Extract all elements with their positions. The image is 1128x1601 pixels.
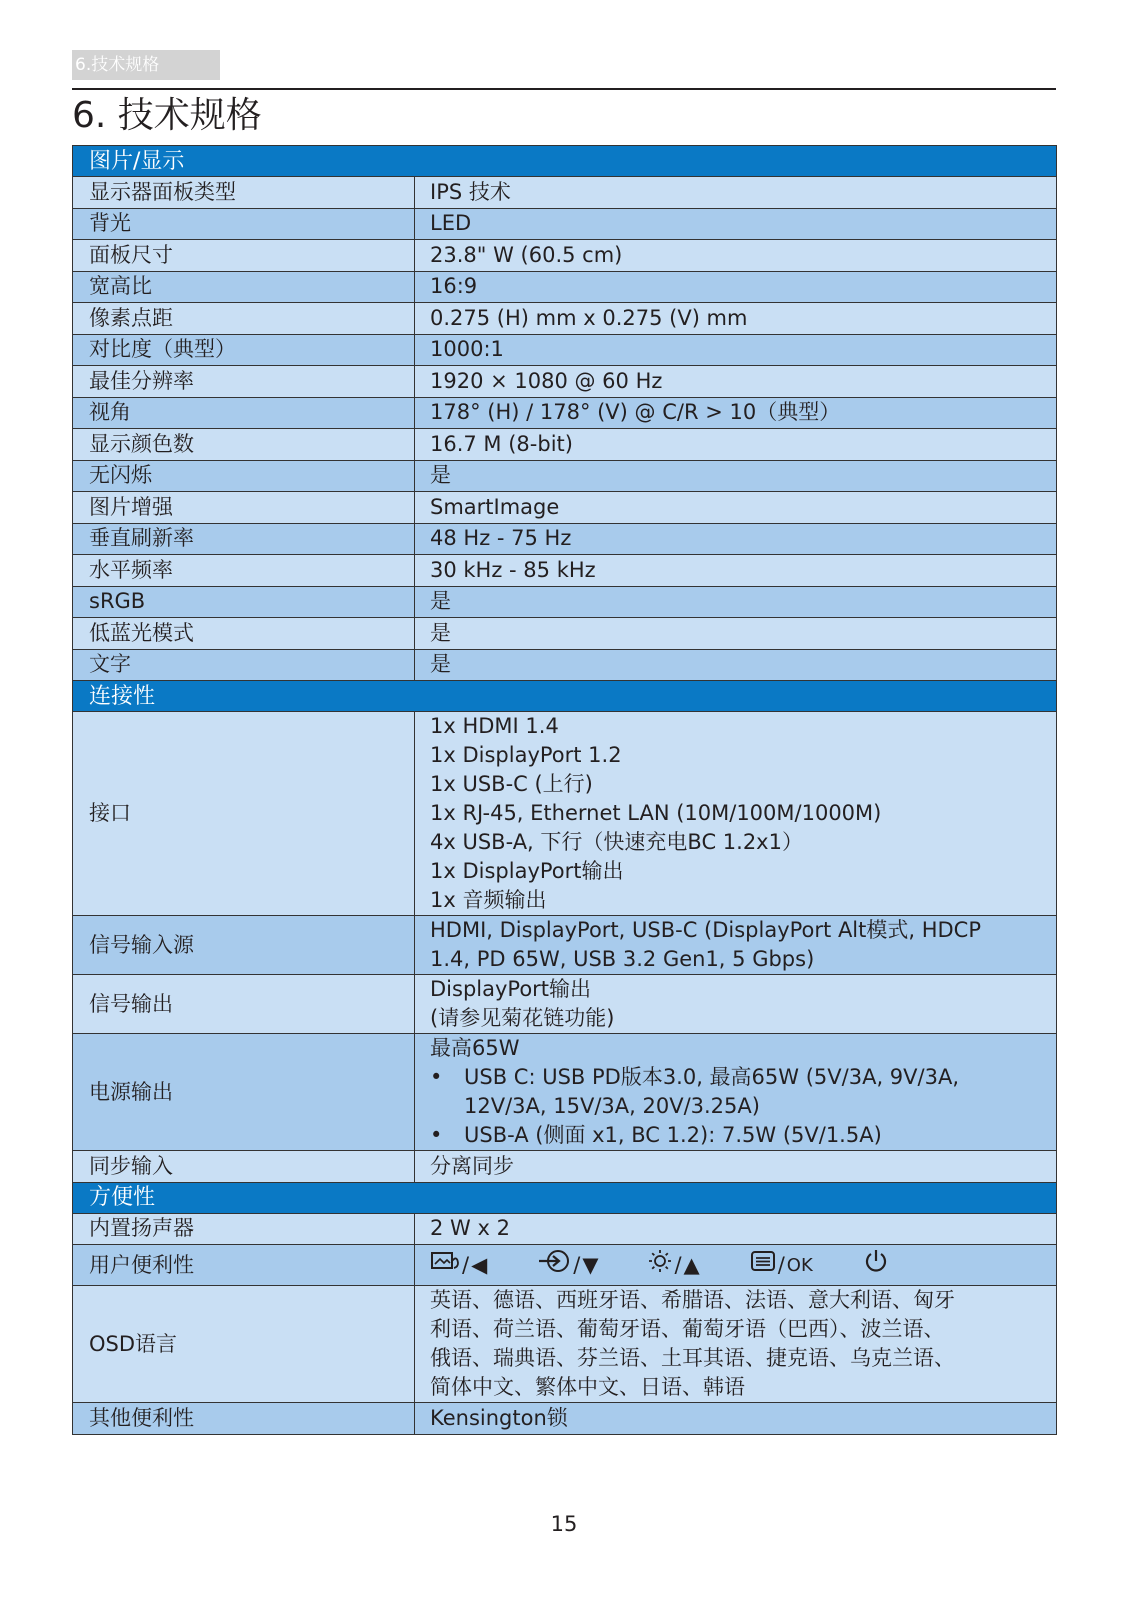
osd-key	[537, 1249, 598, 1281]
spec-label: 电源输出	[73, 1034, 415, 1151]
spec-label: 视角	[73, 397, 415, 429]
spec-value-line: 1x RJ-45, Ethernet LAN (10M/100M/1000M)	[430, 801, 882, 825]
spec-label: 内置扬声器	[73, 1213, 415, 1245]
section-title: 图片/显示	[73, 146, 1057, 177]
spec-value	[415, 271, 1057, 303]
header-rule	[72, 88, 1056, 90]
spec-value-line: 1000:1	[430, 337, 504, 362]
spec-row	[73, 975, 1057, 1034]
spec-row	[73, 916, 1057, 975]
page-title: 6. 技术规格	[72, 95, 262, 136]
spec-value	[415, 555, 1057, 587]
spec-value-line: Kensington锁	[430, 1405, 568, 1430]
spec-value-line: 简体中文、繁体中文、日语、韩语	[430, 1375, 745, 1399]
osd-key	[750, 1250, 813, 1280]
spec-label: 面板尺寸	[73, 240, 415, 272]
spec-value-line: 30 kHz - 85 kHz	[430, 557, 596, 582]
spec-value-line: 是	[430, 652, 451, 677]
spec-value-line: 16:9	[430, 274, 478, 299]
osd-key	[863, 1248, 889, 1282]
spec-value	[415, 1286, 1057, 1403]
spec-table	[72, 145, 1057, 1435]
spec-value-line: 利语、荷兰语、葡萄牙语、葡萄牙语（巴西）、波兰语、	[430, 1317, 945, 1341]
spec-value-line: 1920 × 1080 @ 60 Hz	[430, 368, 663, 393]
spec-row	[73, 618, 1057, 650]
spec-row	[73, 1403, 1057, 1435]
spec-value	[415, 177, 1057, 209]
spec-label: 宽高比	[73, 271, 415, 303]
spec-value-line: 16.7 M (8-bit)	[430, 431, 573, 456]
spec-row	[73, 1151, 1057, 1183]
spec-value	[415, 975, 1057, 1034]
spec-label: 接口	[73, 712, 415, 916]
bullet-dot-icon: •	[430, 1123, 443, 1147]
spec-label: 水平频率	[73, 555, 415, 587]
spec-value	[415, 916, 1057, 975]
spec-value	[415, 366, 1057, 398]
spec-row	[73, 208, 1057, 240]
spec-row	[73, 712, 1057, 916]
spec-label: 低蓝光模式	[73, 618, 415, 650]
spec-bullet-text: USB C: USB PD版本3.0, 最高65W (5V/3A, 9V/3A, 12V/3A, 15V/3A, 20V/3.25A)	[464, 1065, 959, 1118]
up-arrow-icon: ▲	[683, 1252, 700, 1277]
spec-row	[73, 303, 1057, 335]
slash-separator: /	[674, 1252, 682, 1277]
down-arrow-icon: ▼	[582, 1252, 599, 1277]
spec-bullet	[430, 1063, 1048, 1121]
menu-icon	[750, 1250, 776, 1280]
spec-value	[415, 1034, 1057, 1151]
spec-value-line: (请参见菊花链功能)	[430, 1006, 615, 1030]
spec-value	[415, 1403, 1057, 1435]
spec-label: 对比度（典型）	[73, 334, 415, 366]
spec-value-line: 2 W x 2	[430, 1216, 510, 1241]
spec-row	[73, 1034, 1057, 1151]
spec-row	[73, 460, 1057, 492]
spec-value	[415, 492, 1057, 524]
spec-value	[415, 303, 1057, 335]
spec-label: 同步输入	[73, 1151, 415, 1183]
spec-value-line: 俄语、瑞典语、芬兰语、土耳其语、捷克语、乌克兰语、	[430, 1346, 955, 1370]
spec-row	[73, 334, 1057, 366]
spec-row	[73, 177, 1057, 209]
spec-value-line: IPS 技术	[430, 179, 511, 204]
spec-row	[73, 555, 1057, 587]
spec-value-line: 23.8" W (60.5 cm)	[430, 242, 623, 267]
spec-value-line: 1x HDMI 1.4	[430, 714, 559, 738]
spec-value-line: 4x USB-A, 下行（快速充电BC 1.2x1）	[430, 830, 803, 854]
spec-value	[415, 334, 1057, 366]
spec-value-line: 是	[430, 589, 451, 614]
spec-value	[415, 649, 1057, 681]
spec-label: sRGB	[73, 586, 415, 618]
spec-value-line: SmartImage	[430, 494, 560, 519]
spec-label: 图片增强	[73, 492, 415, 524]
spec-row	[73, 523, 1057, 555]
slash-separator: /	[573, 1252, 581, 1277]
osd-key-icons	[430, 1245, 1048, 1285]
power-icon	[863, 1248, 889, 1282]
spec-row	[73, 240, 1057, 272]
spec-row	[73, 1286, 1057, 1403]
spec-value-line: 1x DisplayPort输出	[430, 859, 624, 883]
spec-bullet	[430, 1121, 1048, 1150]
spec-label: 信号输出	[73, 975, 415, 1034]
spec-label: 无闪烁	[73, 460, 415, 492]
brightness-icon	[648, 1249, 672, 1281]
slash-separator: /	[462, 1252, 470, 1277]
spec-label: 文字	[73, 649, 415, 681]
spec-value-line: HDMI, DisplayPort, USB-C (DisplayPort Alt模式, HDCP	[430, 918, 982, 942]
spec-row	[73, 586, 1057, 618]
spec-value-line: 1x USB-C (上行)	[430, 772, 593, 796]
ok-label: OK	[786, 1254, 813, 1276]
spec-value-line: 1x DisplayPort 1.2	[430, 743, 622, 767]
spec-value	[415, 240, 1057, 272]
spec-value-line: 最高65W	[430, 1036, 520, 1060]
spec-label: 用户便利性	[73, 1245, 415, 1286]
spec-label: 垂直刷新率	[73, 523, 415, 555]
page-number: 15	[550, 1512, 578, 1536]
spec-label: 信号输入源	[73, 916, 415, 975]
section-header-row	[73, 146, 1057, 177]
spec-value	[415, 523, 1057, 555]
spec-row	[73, 429, 1057, 461]
spec-label: 背光	[73, 208, 415, 240]
spec-value	[415, 208, 1057, 240]
spec-label: OSD语言	[73, 1286, 415, 1403]
spec-row	[73, 1245, 1057, 1286]
spec-value-line: DisplayPort输出	[430, 977, 592, 1001]
spec-value	[415, 397, 1057, 429]
spec-value-line: 是	[430, 620, 451, 645]
spec-value	[415, 1213, 1057, 1245]
spec-value-line: 48 Hz - 75 Hz	[430, 526, 572, 551]
section-header-row	[73, 1182, 1057, 1213]
spec-value	[415, 586, 1057, 618]
spec-bullet-text: USB-A (侧面 x1, BC 1.2): 7.5W (5V/1.5A)	[464, 1123, 882, 1147]
section-header-row	[73, 681, 1057, 712]
spec-value-line: 1.4, PD 65W, USB 3.2 Gen1, 5 Gbps)	[430, 947, 815, 971]
spec-value	[415, 618, 1057, 650]
bullet-dot-icon: •	[430, 1065, 443, 1089]
spec-value	[415, 712, 1057, 916]
input-icon	[537, 1249, 571, 1281]
slash-separator: /	[777, 1252, 785, 1277]
spec-value-line: 0.275 (H) mm x 0.275 (V) mm	[430, 305, 748, 330]
spec-row	[73, 492, 1057, 524]
chapter-tab: 6.技术规格	[72, 50, 220, 80]
spec-row	[73, 366, 1057, 398]
left-arrow-icon: ◀	[471, 1252, 488, 1277]
section-title: 连接性	[73, 681, 1057, 712]
spec-value	[415, 460, 1057, 492]
spec-row	[73, 271, 1057, 303]
spec-value	[415, 429, 1057, 461]
section-title: 方便性	[73, 1182, 1057, 1213]
spec-value-line: LED	[430, 211, 472, 236]
spec-value-line: 英语、德语、西班牙语、希腊语、法语、意大利语、匈牙	[430, 1288, 955, 1312]
spec-row	[73, 649, 1057, 681]
spec-value-line: 178° (H) / 178° (V) @ C/R > 10（典型）	[430, 400, 841, 425]
spec-value-line: 1x 音频输出	[430, 888, 547, 912]
spec-value-line: 是	[430, 463, 451, 488]
spec-label: 显示颜色数	[73, 429, 415, 461]
spec-label: 像素点距	[73, 303, 415, 335]
spec-label: 最佳分辨率	[73, 366, 415, 398]
osd-key	[648, 1249, 699, 1281]
spec-label: 显示器面板类型	[73, 177, 415, 209]
spec-row	[73, 1213, 1057, 1245]
spec-row	[73, 397, 1057, 429]
osd-key	[430, 1250, 487, 1280]
smartimage-icon	[430, 1250, 460, 1280]
spec-label: 其他便利性	[73, 1403, 415, 1435]
spec-value	[415, 1245, 1057, 1286]
spec-value-line: 分离同步	[430, 1153, 514, 1178]
spec-value	[415, 1151, 1057, 1183]
